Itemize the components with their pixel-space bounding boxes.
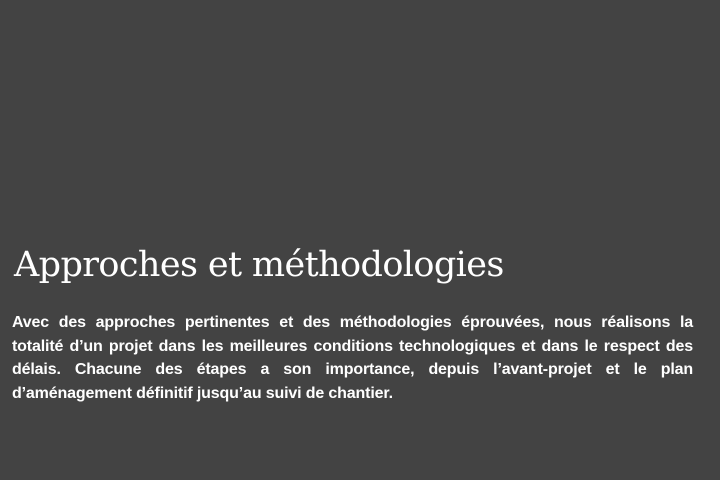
- section-heading: Approches et méthodologies: [14, 245, 504, 285]
- section-body-text: Avec des approches pertinentes et des méthodologies éprouvées, nous réalisons la totalité d’un projet dans les meilleures conditions technologiques et dans le respect des délais. Chacune des étapes a son importance, depuis l’avant-projet et le plan d’aménagement définitif jusqu’au suivi de chantier.: [12, 314, 693, 402]
